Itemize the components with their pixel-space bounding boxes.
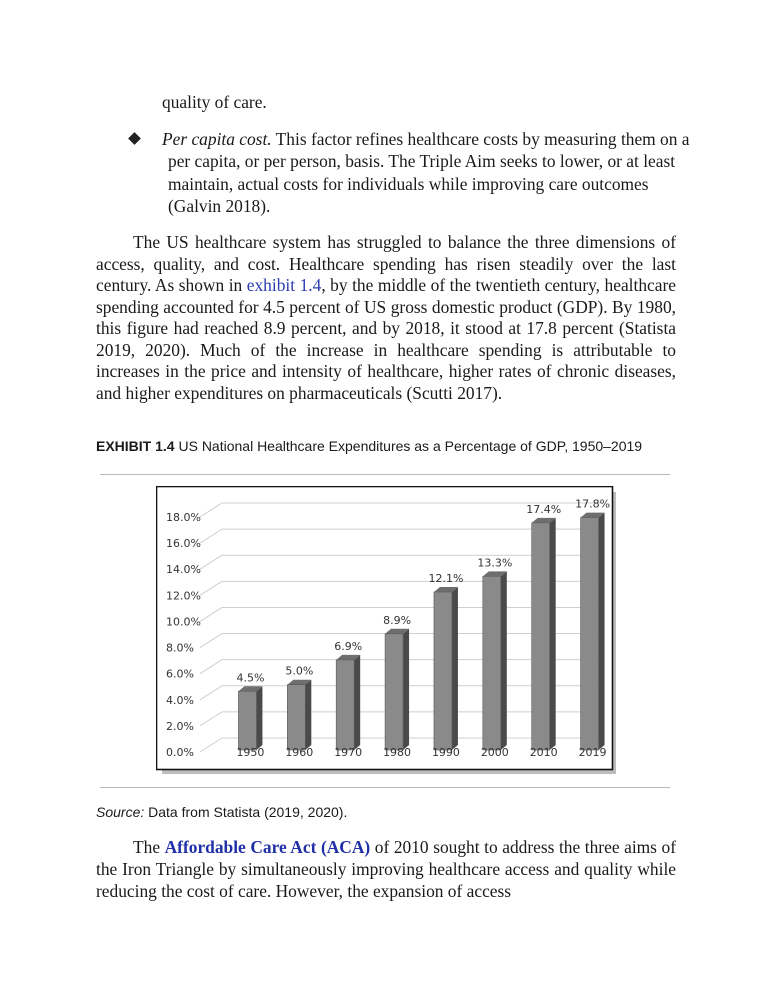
exhibit-link[interactable]: exhibit 1.4	[246, 275, 322, 295]
source-note	[96, 804, 347, 820]
exhibit-caption	[96, 438, 642, 454]
y-tick-label: 8.0%	[166, 641, 194, 655]
bar-1950	[238, 691, 256, 750]
bar-side	[599, 513, 605, 750]
data-label: 8.9%	[383, 613, 412, 627]
exhibit-title: US National Healthcare Expenditures as a Percentage of GDP, 1950–2019	[174, 438, 643, 454]
x-tick-label: 1990	[431, 746, 460, 759]
data-label: 17.4%	[526, 502, 562, 516]
x-tick-label: 2000	[480, 746, 509, 759]
body-paragraph-1	[96, 232, 676, 404]
y-tick-label: 14.0%	[166, 563, 201, 577]
y-tick-label: 12.0%	[166, 589, 201, 603]
y-tick-label: 0.0%	[166, 746, 194, 759]
bottom-rule	[100, 787, 670, 788]
y-tick-label: 4.0%	[166, 693, 194, 707]
bar-1980	[385, 634, 403, 750]
x-tick-label: 1950	[236, 746, 265, 759]
bullet-body: This factor refines healthcare costs by measuring them on a per capita, or per person, basis. The Triple Aim seeks to lower, or at least maintain, actual costs for individuals while improving care outcomes (Galvin 2018).	[168, 129, 690, 216]
x-tick-label: 1960	[285, 746, 314, 759]
data-label: 12.1%	[428, 572, 464, 586]
bar-side	[550, 518, 556, 750]
bar-2019	[581, 518, 599, 750]
data-label: 5.0%	[285, 664, 314, 678]
x-tick-label: 2010	[529, 746, 558, 759]
y-tick-label: 2.0%	[166, 719, 194, 733]
bar-1990	[434, 592, 452, 750]
para2-intro: The	[133, 837, 165, 857]
x-tick-label: 1980	[383, 746, 412, 759]
para2-rest: of 2010 sought to address the three aims of the Iron Triangle by simultaneously improving healthcare access and quality while reducing the cost of care. However, the expansion of access	[96, 837, 677, 901]
bar-side	[501, 571, 507, 750]
exhibit-label: EXHIBIT 1.4	[96, 438, 175, 454]
bar-side	[403, 629, 409, 750]
body-paragraph-2	[96, 837, 676, 902]
bar-1960	[287, 685, 305, 750]
x-tick-label: 1970	[334, 746, 363, 759]
bar-side	[452, 587, 458, 750]
source-label: Source:	[96, 804, 145, 820]
paragraph-fragment: quality of care.	[162, 92, 267, 112]
diamond-bullet-icon	[128, 132, 141, 145]
y-tick-label: 10.0%	[166, 615, 201, 629]
bar-1970	[336, 660, 354, 750]
bullet-term: Per capita cost.	[162, 129, 272, 149]
y-tick-label: 18.0%	[166, 511, 201, 524]
bullet-text	[162, 128, 690, 217]
bar-side	[256, 686, 262, 750]
para1-text-a: The US healthcare system has struggled to balance the three dimensions of access, quality, and cost. Healthcare spending has risen steadily over the last century. As shown in	[96, 232, 676, 295]
x-tick-label: 2019	[578, 746, 607, 759]
bar-2010	[532, 523, 550, 750]
bar-chart	[156, 486, 618, 776]
para1-text-b: , by the middle of the twentieth century, healthcare spending accounted for 4.5 percent of US gross domestic product (GDP). By 1980, this figure had reached 8.9 percent, and by 2018, it stood at 17.8 percent (Statista 2019, 2020). Much of the increase in healthcare spending is attributable to increases in the price and intensity of healthcare, higher rates of chronic diseases, and higher expenditures on pharmaceuticals (Scutti 2017).	[96, 275, 676, 403]
bar-side	[354, 655, 360, 750]
data-label: 4.5%	[236, 671, 265, 685]
y-tick-label: 6.0%	[166, 667, 194, 681]
source-text: Data from Statista (2019, 2020).	[144, 804, 348, 820]
data-label: 17.8%	[575, 497, 611, 511]
data-label: 13.3%	[477, 556, 513, 570]
chart-container	[156, 486, 618, 781]
aca-term-link[interactable]: Affordable Care Act (ACA)	[164, 837, 371, 857]
data-label: 6.9%	[334, 639, 363, 653]
bullet-item-per-capita-cost	[130, 128, 690, 217]
y-tick-label: 16.0%	[166, 537, 201, 551]
top-rule	[100, 474, 670, 475]
bar-side	[305, 680, 311, 750]
bar-2000	[483, 576, 501, 750]
